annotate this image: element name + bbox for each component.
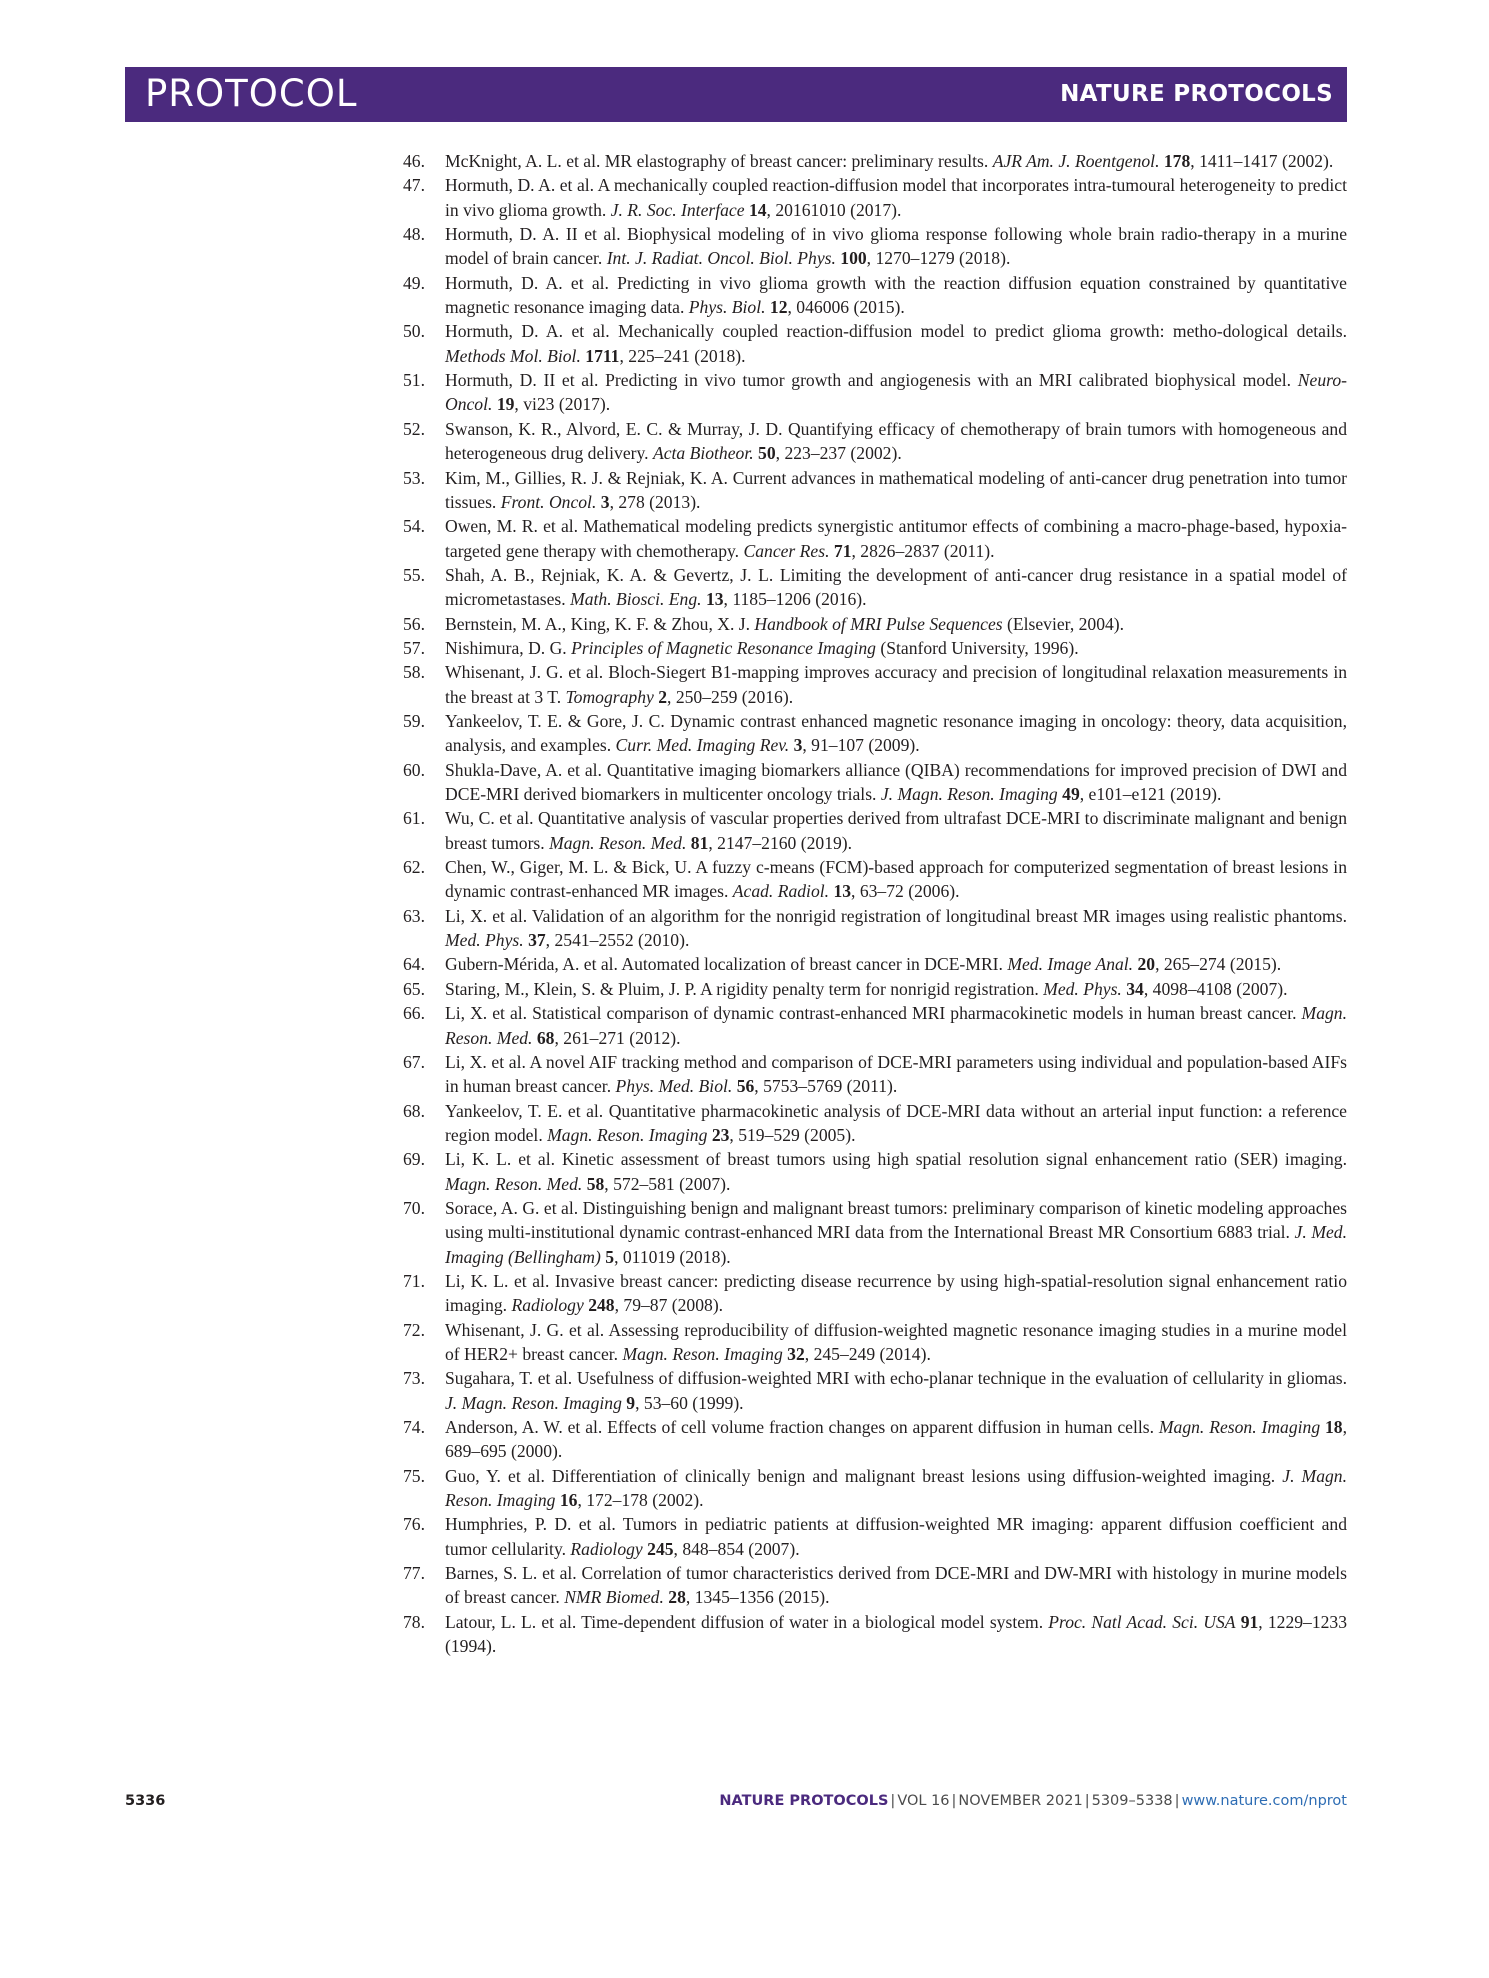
reference-item	[403, 514, 1347, 563]
reference-number: 75.	[403, 1465, 425, 1486]
reference-text: , 53–60 (1999).	[635, 1392, 744, 1413]
reference-text: Shukla-Dave, A. et al. Quantitative imaging biomarkers alliance (QIBA) recommendations for improved precision of DWI and DCE-MRI derived biomarkers in multicenter oncology trials.	[445, 759, 1347, 805]
reference-text: Li, X. et al. Validation of an algorithm for the nonrigid registration of longitudinal breast MR images using realistic phantoms.	[445, 905, 1347, 926]
reference-text: , 519–529 (2005).	[729, 1124, 856, 1145]
reference-text: Guo, Y. et al. Differentiation of clinically benign and malignant breast lesions using diffusion-weighted imaging.	[445, 1465, 1283, 1486]
volume-number: 178	[1163, 151, 1191, 171]
reference-text: Gubern-Mérida, A. et al. Automated localization of breast cancer in DCE-MRI.	[445, 954, 1008, 975]
reference-text: , 1270–1279 (2018).	[866, 248, 1011, 269]
reference-number: 47.	[403, 175, 425, 196]
reference-item	[403, 1269, 1347, 1318]
journal-title: Handbook of MRI Pulse Sequences	[754, 613, 1003, 634]
reference-item	[403, 149, 1347, 173]
reference-number: 60.	[403, 759, 425, 780]
volume-number: 28	[668, 1587, 686, 1608]
reference-text: , 79–87 (2008).	[614, 1295, 724, 1316]
volume-number: 34	[1126, 978, 1144, 999]
reference-text: , 011019 (2018).	[614, 1246, 731, 1267]
journal-title: Neuro-Oncol.	[445, 370, 1347, 415]
footer-citation	[719, 1793, 1347, 1809]
footer-date: NOVEMBER 2021	[958, 1793, 1083, 1809]
volume-number: 13	[705, 589, 724, 610]
reference-item	[403, 612, 1347, 636]
reference-item	[403, 636, 1347, 660]
volume-number: 23	[711, 1124, 730, 1145]
volume-number: 19	[496, 394, 515, 415]
reference-number: 69.	[403, 1149, 425, 1170]
reference-text: , 265–274 (2015).	[1155, 954, 1282, 975]
reference-text: Swanson, K. R., Alvord, E. C. & Murray, J. D. Quantifying efficacy of chemotherapy of brain tumors with homogeneous and heterogeneous drug delivery.	[445, 418, 1347, 464]
reference-text: , 046006 (2015).	[787, 297, 905, 318]
reference-number: 77.	[403, 1563, 425, 1584]
reference-text: , 1411–1417 (2002).	[1190, 151, 1334, 171]
volume-number: 1711	[585, 345, 620, 366]
reference-text: Owen, M. R. et al. Mathematical modeling predicts synergistic antitumor effects of combining a macro-phage-based, hypoxia-targeted gene therapy with chemotherapy.	[445, 516, 1347, 561]
reference-number: 54.	[403, 516, 425, 537]
reference-text: , 63–72 (2006).	[851, 881, 960, 902]
volume-number: 2	[658, 686, 668, 707]
reference-item	[403, 1050, 1347, 1099]
reference-number: 63.	[403, 905, 425, 926]
reference-number: 70.	[403, 1198, 425, 1219]
journal-header-title: NATURE PROTOCOLS	[1060, 81, 1333, 107]
journal-title: Front. Oncol.	[500, 491, 597, 512]
reference-item	[403, 271, 1347, 320]
reference-number: 46.	[403, 151, 425, 171]
reference-number: 53.	[403, 467, 425, 488]
reference-text: , 91–107 (2009).	[802, 735, 920, 756]
reference-item	[403, 319, 1347, 368]
reference-text: Sorace, A. G. et al. Distinguishing benign and malignant breast tumors: preliminary comparison of kinetic modeling approaches using multi-institutional dynamic contrast-enhanced MRI data from the International Breast MR Consortium 6883 trial.	[445, 1198, 1347, 1243]
reference-item	[403, 563, 1347, 612]
journal-title: Med. Phys.	[445, 930, 524, 951]
reference-item	[403, 904, 1347, 953]
volume-number: 56	[736, 1076, 755, 1097]
reference-text: , 5753–5769 (2011).	[754, 1076, 898, 1097]
reference-text: Whisenant, J. G. et al. Bloch-Siegert B1-mapping improves accuracy and precision of longitudinal relaxation measurements in the breast at 3 T.	[445, 662, 1347, 707]
reference-number: 57.	[403, 637, 425, 658]
reference-text: Hormuth, D. A. II et al. Biophysical modeling of in vivo glioma response following whole brain radio-therapy in a murine model of brain cancer.	[445, 224, 1347, 269]
journal-title: J. Magn. Reson. Imaging	[880, 784, 1058, 805]
journal-title: Magn. Reson. Med.	[549, 832, 687, 853]
journal-title: Acta Biotheor.	[652, 443, 754, 464]
volume-number: 12	[769, 297, 788, 318]
reference-item	[403, 417, 1347, 466]
volume-number: 100	[840, 248, 867, 269]
reference-number: 65.	[403, 978, 425, 999]
volume-number: 9	[626, 1392, 636, 1413]
reference-number: 51.	[403, 370, 425, 391]
reference-text: Anderson, A. W. et al. Effects of cell volume fraction changes on apparent diffusion in human cells.	[445, 1417, 1159, 1438]
reference-item	[403, 660, 1347, 709]
reference-item	[403, 806, 1347, 855]
reference-item	[403, 977, 1347, 1001]
volume-number: 245	[647, 1538, 674, 1559]
journal-title: Int. J. Radiat. Oncol. Biol. Phys.	[606, 248, 836, 269]
journal-title: J. Magn. Reson. Imaging	[445, 1465, 1347, 1511]
reference-item	[403, 758, 1347, 807]
footer-url-link[interactable]: www.nature.com/nprot	[1181, 1793, 1347, 1809]
reference-item	[403, 1415, 1347, 1464]
journal-title: Radiology	[570, 1538, 643, 1559]
reference-text: Barnes, S. L. et al. Correlation of tumor characteristics derived from DCE-MRI and DW-MRI with histology in murine models of breast cancer.	[445, 1563, 1347, 1608]
journal-title: Phys. Med. Biol.	[615, 1076, 733, 1097]
reference-item	[403, 222, 1347, 271]
reference-number: 64.	[403, 954, 425, 975]
journal-title: Magn. Reson. Med.	[445, 1003, 1347, 1048]
reference-text: Nishimura, D. G.	[445, 637, 572, 658]
reference-text: Li, X. et al. Statistical comparison of dynamic contrast-enhanced MRI pharmacokinetic models in human breast cancer.	[445, 1003, 1302, 1024]
page-footer	[125, 1793, 1347, 1817]
footer-volume: VOL 16	[897, 1793, 950, 1809]
reference-text: , 223–237 (2002).	[775, 443, 902, 464]
reference-list	[403, 149, 1348, 1659]
page-header	[125, 67, 1347, 122]
volume-number: 32	[787, 1343, 805, 1364]
reference-number: 61.	[403, 808, 425, 829]
reference-number: 76.	[403, 1514, 425, 1535]
reference-item	[403, 1318, 1347, 1367]
reference-text: Hormuth, D. II et al. Predicting in vivo tumor growth and angiogenesis with an MRI calibrated biophysical model.	[445, 370, 1298, 391]
reference-text: Whisenant, J. G. et al. Assessing reproducibility of diffusion-weighted magnetic resonance imaging studies in a murine model of HER2+ breast cancer.	[445, 1319, 1347, 1364]
volume-number: 71	[833, 540, 852, 561]
reference-text: , 4098–4108 (2007).	[1143, 978, 1288, 999]
reference-number: 52.	[403, 418, 425, 439]
journal-title: J. Med. Imaging (Bellingham)	[445, 1222, 1347, 1267]
journal-title: Magn. Reson. Imaging	[547, 1124, 708, 1145]
journal-title: J. R. Soc. Interface	[610, 199, 745, 220]
volume-number: 3	[600, 491, 610, 512]
reference-text: , 572–581 (2007).	[604, 1173, 731, 1194]
journal-title: Proc. Natl Acad. Sci. USA	[1048, 1611, 1236, 1632]
volume-number: 14	[748, 199, 767, 220]
journal-title: Principles of Magnetic Resonance Imaging	[571, 637, 876, 658]
reference-item	[403, 1561, 1347, 1610]
reference-item	[403, 1512, 1347, 1561]
reference-text: Humphries, P. D. et al. Tumors in pediatric patients at diffusion-weighted MR imaging: apparent diffusion coefficient and tumor cellularity.	[445, 1514, 1347, 1559]
reference-text: , 689–695 (2000).	[445, 1417, 1347, 1462]
volume-number: 3	[793, 735, 803, 756]
reference-text: Hormuth, D. A. et al. Predicting in vivo glioma growth with the reaction diffusion equation constrained by quantitative magnetic resonance imaging data.	[445, 272, 1347, 318]
reference-text: Bernstein, M. A., King, K. F. & Zhou, X. J.	[445, 613, 755, 634]
journal-title: Cancer Res.	[743, 540, 830, 561]
reference-text: Li, K. L. et al. Invasive breast cancer: predicting disease recurrence by using high-spatial-resolution signal enhancement ratio imaging.	[445, 1271, 1347, 1316]
volume-number: 50	[758, 443, 776, 464]
volume-number: 37	[528, 930, 546, 951]
volume-number: 91	[1240, 1611, 1259, 1632]
journal-title: AJR Am. J. Roentgenol.	[992, 151, 1160, 171]
reference-text: , 261–271 (2012).	[554, 1027, 681, 1048]
reference-item	[403, 173, 1347, 222]
reference-number: 48.	[403, 224, 425, 245]
reference-text: Li, K. L. et al. Kinetic assessment of breast tumors using high spatial resolution signal enhancement ratio (SER) imaging.	[445, 1149, 1347, 1170]
reference-text: Sugahara, T. et al. Usefulness of diffusion-weighted MRI with echo-planar technique in the evaluation of cellularity in gliomas.	[445, 1368, 1347, 1389]
journal-title: Tomography	[565, 686, 654, 707]
reference-text: , 245–249 (2014).	[804, 1343, 931, 1364]
reference-item	[403, 709, 1347, 758]
journal-title: Acad. Radiol.	[732, 881, 830, 902]
reference-item	[403, 1366, 1347, 1415]
reference-number: 71.	[403, 1271, 425, 1291]
reference-number: 49.	[403, 272, 425, 293]
reference-number: 58.	[403, 662, 425, 683]
reference-text: (Stanford University, 1996).	[875, 637, 1079, 658]
reference-item	[403, 368, 1347, 417]
journal-title: J. Magn. Reson. Imaging	[445, 1392, 622, 1413]
journal-title: Med. Image Anal.	[1007, 954, 1134, 975]
journal-title: Magn. Reson. Med.	[445, 1173, 583, 1194]
reference-text: , 278 (2013).	[609, 491, 701, 512]
reference-number: 55.	[403, 564, 425, 585]
volume-number: 81	[690, 832, 709, 853]
reference-text: Kim, M., Gillies, R. J. & Rejniak, K. A. Current advances in mathematical modeling of anti-cancer drug penetration into tumor tissues.	[445, 467, 1347, 512]
volume-number: 5	[605, 1246, 615, 1267]
reference-text: McKnight, A. L. et al. MR elastography of breast cancer: preliminary results.	[445, 151, 993, 171]
volume-number: 18	[1325, 1417, 1343, 1438]
journal-title: Magn. Reson. Imaging	[1158, 1417, 1321, 1438]
reference-item	[403, 1001, 1347, 1050]
journal-title: Med. Phys.	[1043, 978, 1122, 999]
reference-text: Wu, C. et al. Quantitative analysis of vascular properties derived from ultrafast DCE-MRI to discriminate malignant and benign breast tumors.	[445, 808, 1347, 853]
reference-text: , e101–e121 (2019).	[1079, 784, 1222, 805]
reference-item	[403, 1147, 1347, 1196]
reference-number: 78.	[403, 1611, 425, 1632]
reference-number: 67.	[403, 1051, 425, 1072]
reference-number: 66.	[403, 1003, 425, 1024]
reference-item	[403, 1610, 1348, 1659]
footer-separator: |	[951, 1793, 957, 1809]
reference-number: 74.	[403, 1417, 425, 1438]
section-label: PROTOCOL	[145, 72, 358, 115]
volume-number: 49	[1062, 784, 1080, 805]
reference-text: Staring, M., Klein, S. & Pluim, J. P. A rigidity penalty term for nonrigid registration.	[445, 978, 1044, 999]
footer-journal: NATURE PROTOCOLS	[719, 1793, 889, 1809]
reference-text: , 20161010 (2017).	[766, 199, 902, 220]
reference-number: 62.	[403, 857, 425, 878]
reference-number: 59.	[403, 711, 425, 732]
reference-text: Hormuth, D. A. et al. A mechanically coupled reaction-diffusion model that incorporates intra-tumoural heterogeneity to predict in vivo glioma growth.	[445, 175, 1347, 220]
reference-text: , 1345–1356 (2015).	[685, 1587, 830, 1608]
volume-number: 16	[559, 1490, 578, 1511]
volume-number: 13	[833, 881, 852, 902]
reference-text: , 2147–2160 (2019).	[708, 832, 853, 853]
reference-item	[403, 1464, 1347, 1513]
journal-title: Curr. Med. Imaging Rev.	[615, 735, 790, 756]
volume-number: 248	[588, 1295, 615, 1316]
reference-text: , 172–178 (2002).	[577, 1490, 704, 1511]
reference-text: Yankeelov, T. E. et al. Quantitative pharmacokinetic analysis of DCE-MRI data without an arterial input function: a reference region model.	[445, 1100, 1347, 1145]
reference-text: , 848–854 (2007).	[673, 1538, 800, 1559]
reference-item	[403, 1099, 1347, 1148]
footer-separator: |	[890, 1793, 896, 1809]
journal-title: Methods Mol. Biol.	[445, 345, 581, 366]
volume-number: 20	[1137, 954, 1156, 975]
reference-text: Chen, W., Giger, M. L. & Bick, U. A fuzzy c-means (FCM)-based approach for computerized segmentation of breast lesions in dynamic contrast-enhanced MR images.	[445, 857, 1347, 902]
reference-text: , 1229–1233 (1994).	[445, 1611, 1348, 1657]
reference-text: , 250–259 (2016).	[667, 686, 794, 707]
reference-number: 68.	[403, 1100, 425, 1121]
reference-number: 73.	[403, 1368, 425, 1389]
reference-number: 50.	[403, 321, 425, 342]
reference-item	[403, 855, 1347, 904]
reference-text: Yankeelov, T. E. & Gore, J. C. Dynamic contrast enhanced magnetic resonance imaging in oncology: theory, data acquisition, analysis, and examples.	[445, 711, 1347, 756]
footer-pages: 5309–5338	[1091, 1793, 1173, 1809]
page-number: 5336	[125, 1793, 166, 1809]
reference-text: Li, X. et al. A novel AIF tracking method and comparison of DCE-MRI parameters using individual and population-based AIFs in human breast cancer.	[445, 1051, 1347, 1097]
reference-text: (Elsevier, 2004).	[1002, 613, 1125, 634]
reference-text: , 1185–1206 (2016).	[723, 589, 867, 610]
reference-item	[403, 466, 1347, 515]
reference-text: , 2541–2552 (2010).	[545, 930, 690, 951]
journal-title: Magn. Reson. Imaging	[622, 1343, 783, 1364]
reference-item	[403, 1196, 1347, 1269]
journal-title: Phys. Biol.	[688, 297, 766, 318]
reference-item	[403, 952, 1347, 976]
journal-title: NMR Biomed.	[564, 1587, 664, 1608]
footer-separator: |	[1174, 1793, 1180, 1809]
reference-number: 72.	[403, 1319, 425, 1340]
reference-text: Shah, A. B., Rejniak, K. A. & Gevertz, J. L. Limiting the development of anti-cancer drug resistance in a spatial model of micrometastases.	[445, 564, 1347, 610]
footer-separator: |	[1084, 1793, 1090, 1809]
journal-title: Radiology	[511, 1295, 584, 1316]
reference-text: Latour, L. L. et al. Time-dependent diffusion of water in a biological model system.	[445, 1611, 1049, 1632]
volume-number: 58	[586, 1173, 605, 1194]
reference-text: , vi23 (2017).	[514, 394, 611, 415]
reference-text: , 2826–2837 (2011).	[851, 540, 995, 561]
reference-text: Hormuth, D. A. et al. Mechanically coupled reaction-diffusion model to predict glioma growth: metho-dological details.	[445, 321, 1347, 342]
reference-text: , 225–241 (2018).	[619, 345, 746, 366]
reference-number: 56.	[403, 613, 425, 634]
volume-number: 68	[536, 1027, 555, 1048]
journal-title: Math. Biosci. Eng.	[570, 589, 702, 610]
